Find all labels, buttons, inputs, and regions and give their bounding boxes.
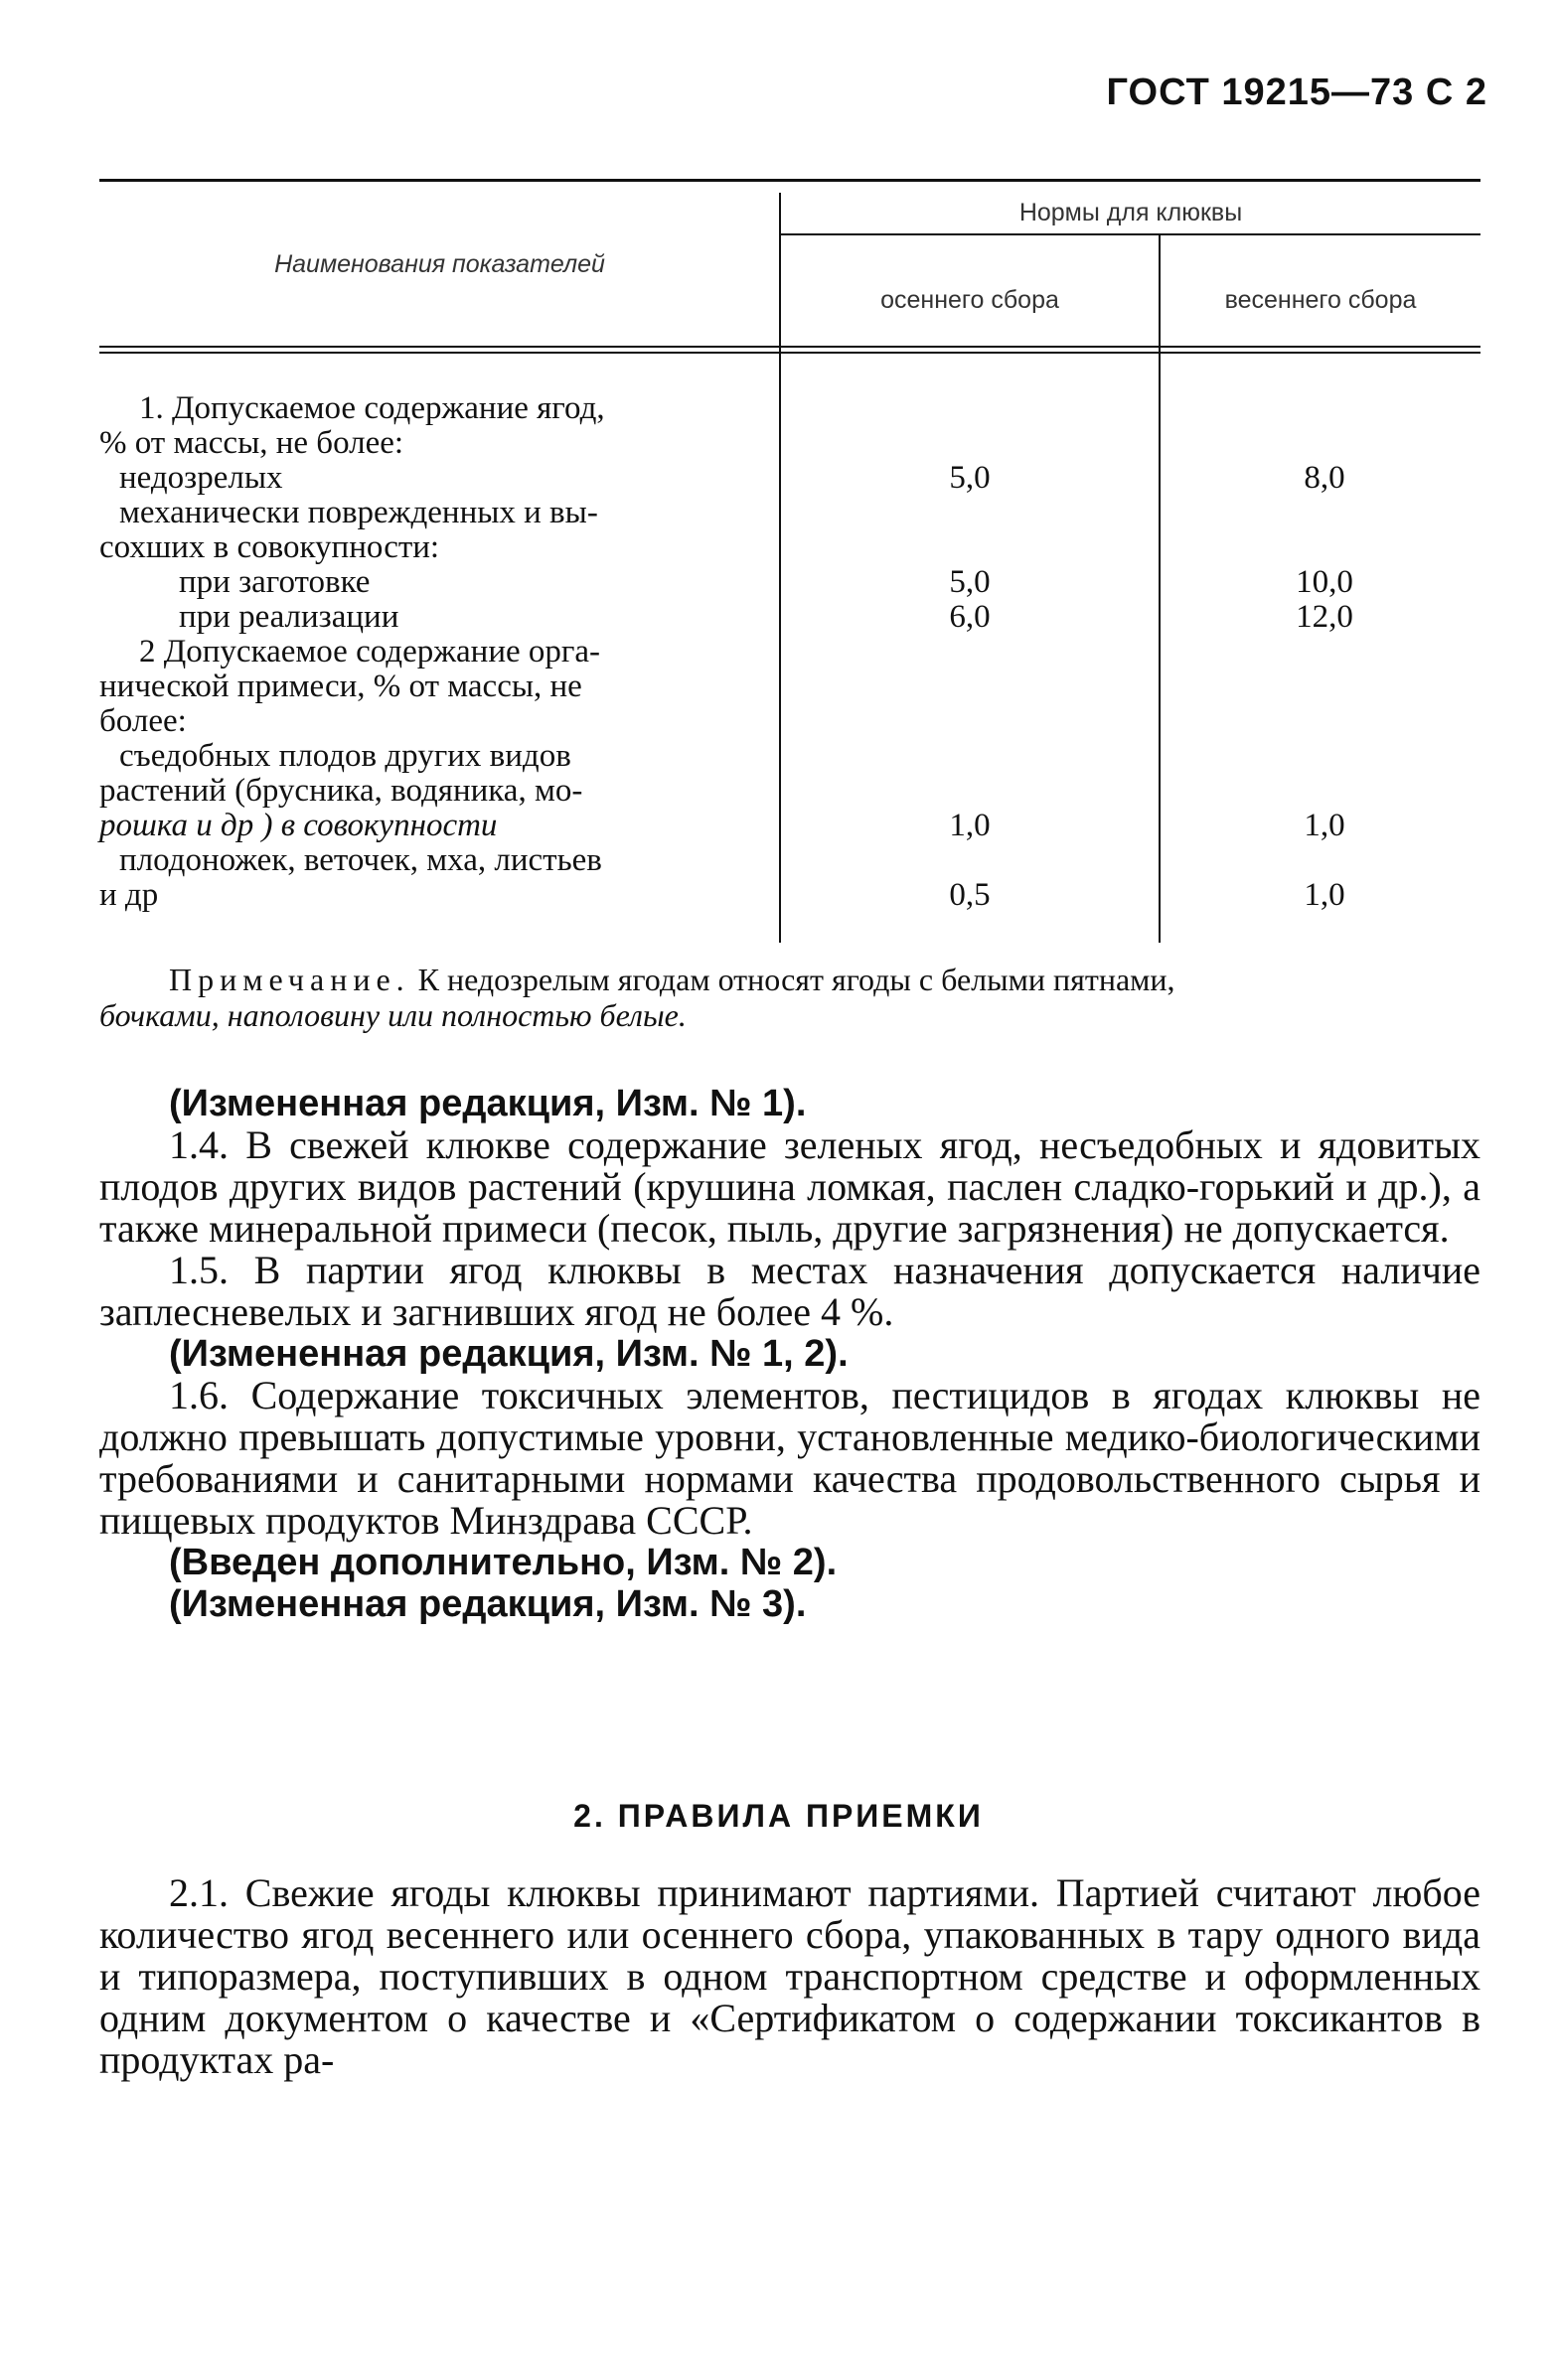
- paragraph-1-6: 1.6. Содержание токсичных элементов, пестицидов в ягодах клюквы не должно превышать допустимые уровни, установленные медико-биологическими требованиями и санитарными нормами качества продовольственного сырья и пищевых продуктов Минздрава СССР.: [99, 1373, 1480, 1543]
- note-text-2: бочками, наполовину или полностью белые.: [99, 997, 687, 1033]
- page-header: ГОСТ 19215—73 С 2: [1106, 72, 1487, 113]
- section-title: 2. ПРАВИЛА ПРИЕМКИ: [573, 1798, 984, 1834]
- paragraph-1-5: 1.5. В партии ягод клюквы в местах назначения допускается наличие заплесневелых и загнивших ягод не более 4 %.: [99, 1248, 1480, 1334]
- note-label: Примечание.: [169, 962, 410, 997]
- column-header-spring: весеннего сбора: [1224, 286, 1417, 314]
- amendment-note: (Измененная редакция, Изм. № 1, 2).: [169, 1333, 849, 1375]
- amendment-note: (Измененная редакция, Изм. № 3).: [169, 1583, 807, 1625]
- norms-table: Наименования показателей Нормы для клюквы осеннего сбора весеннего сбора 1. Допускаемое содержание ягод, % от массы, не более: недозрелых 5,0 8,0 механически поврежденных и вы- сохших в совокупности: при заготовке 5,0 10,0 при реализации 6,0 12,0 2 Допускаемое содержание орга- нической примеси, % от массы, не более: съедобных плодов других видов растений (брусника, водяника, мо- рошка и др ) в совокупности 1,0 1,0 плодоножек, веточек, мха, листьев и др 0,5 1,0: [99, 179, 1480, 939]
- column-header-autumn: осеннего сбора: [880, 286, 1059, 314]
- column-header-name: Наименования показателей: [274, 250, 605, 278]
- note-text-1: К недозрелым ягодам относят ягоды с белыми пятнами,: [409, 962, 1175, 997]
- paragraph-2-1: 2.1. Свежие ягоды клюквы принимают партиями. Партией считают любое количество ягод весеннего или осеннего сбора, упакованных в тару одного вида и типоразмера, поступивших в одном транспортном средстве и оформленных одним документом о качестве и «Сертификатом о содержании токсикантов в продуктах ра-: [99, 1870, 1480, 2082]
- column-header-norms: Нормы для клюквы: [1018, 199, 1243, 226]
- section-2-body: [99, 1872, 1480, 2081]
- amendment-note: (Измененная редакция, Изм. № 1).: [169, 1083, 807, 1124]
- document-body: [99, 1083, 1480, 1625]
- paragraph-1-4: 1.4. В свежей клюкве содержание зеленых ягод, несъедобных и ядовитых плодов других видов растений (крушина ломкая, паслен сладко-горький и др.), а также минеральной примеси (песок, пыль, другие загрязнения) не допускается.: [99, 1122, 1480, 1251]
- table-note: [99, 962, 1480, 1033]
- amendment-note: (Введен дополнительно, Изм. № 2).: [169, 1542, 838, 1583]
